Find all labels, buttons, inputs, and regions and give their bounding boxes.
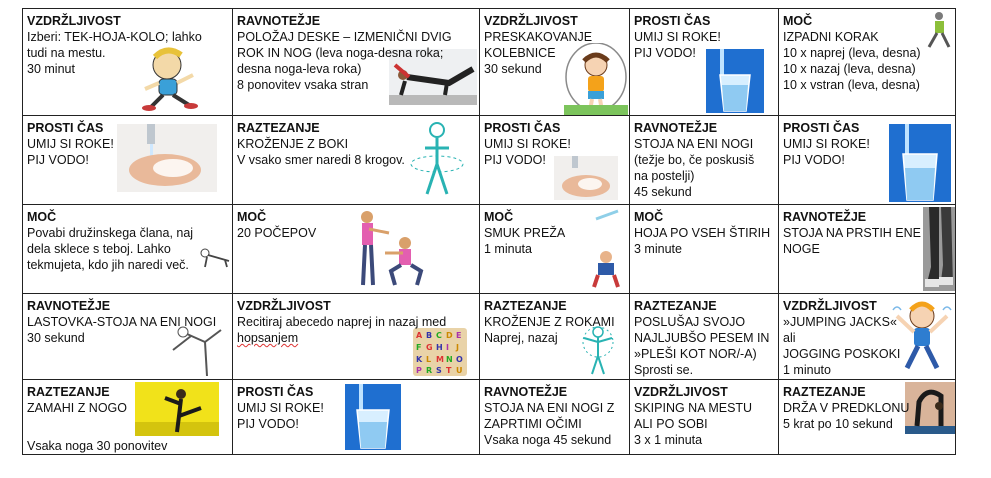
- cell-line: PIJ VODO!: [783, 153, 845, 167]
- cell-line: dela sklece s teboj. Lahko: [27, 242, 171, 256]
- cell-line: [27, 416, 228, 432]
- table-cell: [630, 380, 779, 455]
- table-cell: [233, 116, 480, 205]
- cell-line: ZAMAHI Z NOGO: [27, 401, 127, 415]
- cell-title: MOČ: [27, 210, 57, 224]
- cell-line: PIJ VODO!: [484, 153, 546, 167]
- cell-line: »JUMPING JACKS«: [783, 315, 897, 329]
- cell-line: KROŽENJE Z BOKI: [237, 137, 349, 151]
- cell-line: Povabi družinskega člana, naj: [27, 226, 194, 240]
- cell-title: RAZTEZANJE: [484, 299, 567, 313]
- cell-line: 5 krat po 10 sekund: [783, 417, 893, 431]
- cell-title: MOČ: [783, 14, 813, 28]
- cell-line: desna noga-leva roka): [237, 62, 362, 76]
- cell-line: tekmujeta, kdo jih naredi več.: [27, 258, 189, 272]
- svg-text:C: C: [436, 331, 442, 340]
- cell-line: (težje bo, če poskusiš: [634, 153, 755, 167]
- table-cell: [480, 380, 630, 455]
- cell-title: RAVNOTEŽJE: [634, 121, 718, 135]
- cell-line: 8 ponovitev vsaka stran: [237, 78, 369, 92]
- table-cell: [630, 116, 779, 205]
- cell-line: 3 x 1 minuta: [634, 433, 703, 447]
- cell-line: ALI PO SOBI: [634, 417, 708, 431]
- svg-text:K: K: [416, 355, 423, 364]
- cell-line: POLOŽAJ DESKE – IZMENIČNI DVIG: [237, 30, 452, 44]
- cell-line: 30 sekund: [484, 62, 542, 76]
- table-cell: [23, 116, 233, 205]
- table-cell: [23, 380, 233, 455]
- table-cell: [630, 205, 779, 294]
- svg-text:E: E: [456, 331, 462, 340]
- svg-text:P: P: [416, 366, 422, 375]
- cell-title: MOČ: [634, 210, 664, 224]
- cell-title: PROSTI ČAS: [484, 121, 561, 135]
- squat-women-icon: [345, 209, 433, 291]
- cell-line: ZAPRTIMI OČIMI: [484, 417, 582, 431]
- cell-line: PIJ VODO!: [634, 46, 696, 60]
- cell-line: PIJ VODO!: [237, 417, 299, 431]
- svg-text:F: F: [416, 343, 422, 352]
- cell-title: VZDRŽLJIVOST: [27, 14, 121, 28]
- cell-line: HOJA PO VSEH ŠTIRIH: [634, 226, 771, 240]
- svg-text:I: I: [446, 343, 449, 352]
- cell-title: RAZTEZANJE: [634, 299, 717, 313]
- cell-line: 30 minut: [27, 62, 75, 76]
- cell-line: 10 x vstran (leva, desna): [783, 78, 920, 92]
- cell-title: RAZTEZANJE: [27, 385, 110, 399]
- cell-title: VZDRŽLJIVOST: [634, 385, 728, 399]
- cell-line: tudi na mestu.: [27, 46, 106, 60]
- table-cell: [480, 294, 630, 380]
- cell-line: »PLEŠI KOT NOR/-A): [634, 347, 757, 361]
- cell-line: 1 minuta: [484, 242, 532, 256]
- cell-line: Recitiraj abecedo naprej in nazaj med: [237, 315, 447, 329]
- cell-line: POSLUŠAJ SVOJO: [634, 315, 746, 329]
- cell-line: 1 minuto: [783, 363, 831, 377]
- table-cell: [779, 380, 956, 455]
- cell-line: UMIJ SI ROKE!: [484, 137, 571, 151]
- cell-line: UMIJ SI ROKE!: [634, 30, 721, 44]
- cell-line: 10 x nazaj (leva, desna): [783, 62, 916, 76]
- cell-line: KROŽENJE Z ROKAMI: [484, 315, 615, 329]
- svg-text:A: A: [416, 331, 423, 340]
- svg-text:B: B: [426, 331, 433, 340]
- cell-line: Vsaka noga 45 sekund: [484, 433, 612, 447]
- svg-text:S: S: [436, 366, 442, 375]
- table-cell: [779, 294, 956, 380]
- cell-line: STOJA NA ENI NOGI Z: [484, 401, 615, 415]
- cell-title: VZDRŽLJIVOST: [484, 14, 578, 28]
- cell-line: SKIPING NA MESTU: [634, 401, 753, 415]
- exercise-schedule-table: [22, 8, 956, 455]
- table-cell: [779, 205, 956, 294]
- cell-title: MOČ: [237, 210, 267, 224]
- cell-line: STOJA NA PRSTIH ENE: [783, 226, 922, 240]
- table-cell: [23, 205, 233, 294]
- table-cell: [480, 116, 630, 205]
- cell-line: 20 POČEPOV: [237, 226, 317, 240]
- table-cell: [779, 116, 956, 205]
- table-cell: [480, 9, 630, 116]
- svg-text:U: U: [456, 366, 463, 375]
- svg-text:N: N: [446, 355, 453, 364]
- cell-title: VZDRŽLJIVOST: [237, 299, 331, 313]
- cell-line: DRŽA V PREDKLONU: [783, 401, 910, 415]
- table-cell: [233, 380, 480, 455]
- table-cell: [779, 9, 956, 116]
- table-cell: [480, 205, 630, 294]
- svg-text:G: G: [426, 343, 433, 352]
- cell-line: NAJLJUBŠO PESEM IN: [634, 331, 770, 345]
- cell-title: MOČ: [484, 210, 514, 224]
- cell-line: PRESKAKOVANJE: [484, 30, 593, 44]
- cell-line: KOLEBNICE: [484, 46, 556, 60]
- cell-line: na postelji): [634, 169, 695, 183]
- cell-line: Sprosti se.: [634, 363, 694, 377]
- cell-line: 30 sekund: [27, 331, 85, 345]
- cell-title: PROSTI ČAS: [27, 121, 104, 135]
- cell-line: 10 x naprej (leva, desna): [783, 46, 921, 60]
- cell-line: JOGGING POSKOKI: [783, 347, 901, 361]
- table-cell: [233, 205, 480, 294]
- svg-text:R: R: [426, 366, 433, 375]
- cell-line: NOGE: [783, 242, 820, 256]
- table-cell: [233, 294, 480, 380]
- cell-line: 45 sekund: [634, 185, 692, 199]
- cell-title: RAVNOTEŽJE: [783, 210, 867, 224]
- svg-text:T: T: [446, 366, 452, 375]
- cell-line: STOJA NA ENI NOGI: [634, 137, 754, 151]
- table-cell: [23, 294, 233, 380]
- svg-text:O: O: [456, 355, 463, 364]
- cell-line: Izberi: TEK-HOJA-KOLO; lahko: [27, 30, 202, 44]
- cell-title: RAZTEZANJE: [237, 121, 320, 135]
- cell-line: LASTOVKA-STOJA NA ENI NOGI: [27, 315, 217, 329]
- cell-line: SMUK PREŽA: [484, 226, 566, 240]
- cell-title: PROSTI ČAS: [237, 385, 314, 399]
- svg-text:L: L: [426, 355, 432, 364]
- cell-line: ROK IN NOG (leva noga-desna roka;: [237, 46, 444, 60]
- table-cell: [630, 294, 779, 380]
- svg-text:D: D: [446, 331, 453, 340]
- table-cell: [233, 9, 480, 116]
- cell-line: UMIJ SI ROKE!: [237, 401, 324, 415]
- svg-text:H: H: [436, 343, 443, 352]
- cell-title: VZDRŽLJIVOST: [783, 299, 877, 313]
- svg-text:M: M: [436, 355, 444, 364]
- cell-line: UMIJ SI ROKE!: [783, 137, 870, 151]
- cell-line: Naprej, nazaj: [484, 331, 558, 345]
- cell-title: PROSTI ČAS: [783, 121, 860, 135]
- cell-line: PIJ VODO!: [27, 153, 89, 167]
- cell-line: IZPADNI KORAK: [783, 30, 879, 44]
- cell-line: 3 minute: [634, 242, 682, 256]
- cell-line: V vsako smer naredi 8 krogov.: [237, 153, 405, 167]
- cell-line: ali: [783, 331, 796, 345]
- svg-text:J: J: [456, 343, 459, 352]
- table-cell: [630, 9, 779, 116]
- cell-title: RAZTEZANJE: [783, 385, 866, 399]
- cell-line: hopsanjem: [237, 331, 299, 345]
- cell-title: PROSTI ČAS: [634, 14, 711, 28]
- cell-line: Vsaka noga 30 ponovitev: [27, 439, 168, 453]
- table-cell: [23, 9, 233, 116]
- cell-title: RAVNOTEŽJE: [484, 385, 568, 399]
- cell-title: RAVNOTEŽJE: [27, 299, 111, 313]
- cell-line: UMIJ SI ROKE!: [27, 137, 114, 151]
- cell-title: RAVNOTEŽJE: [237, 14, 321, 28]
